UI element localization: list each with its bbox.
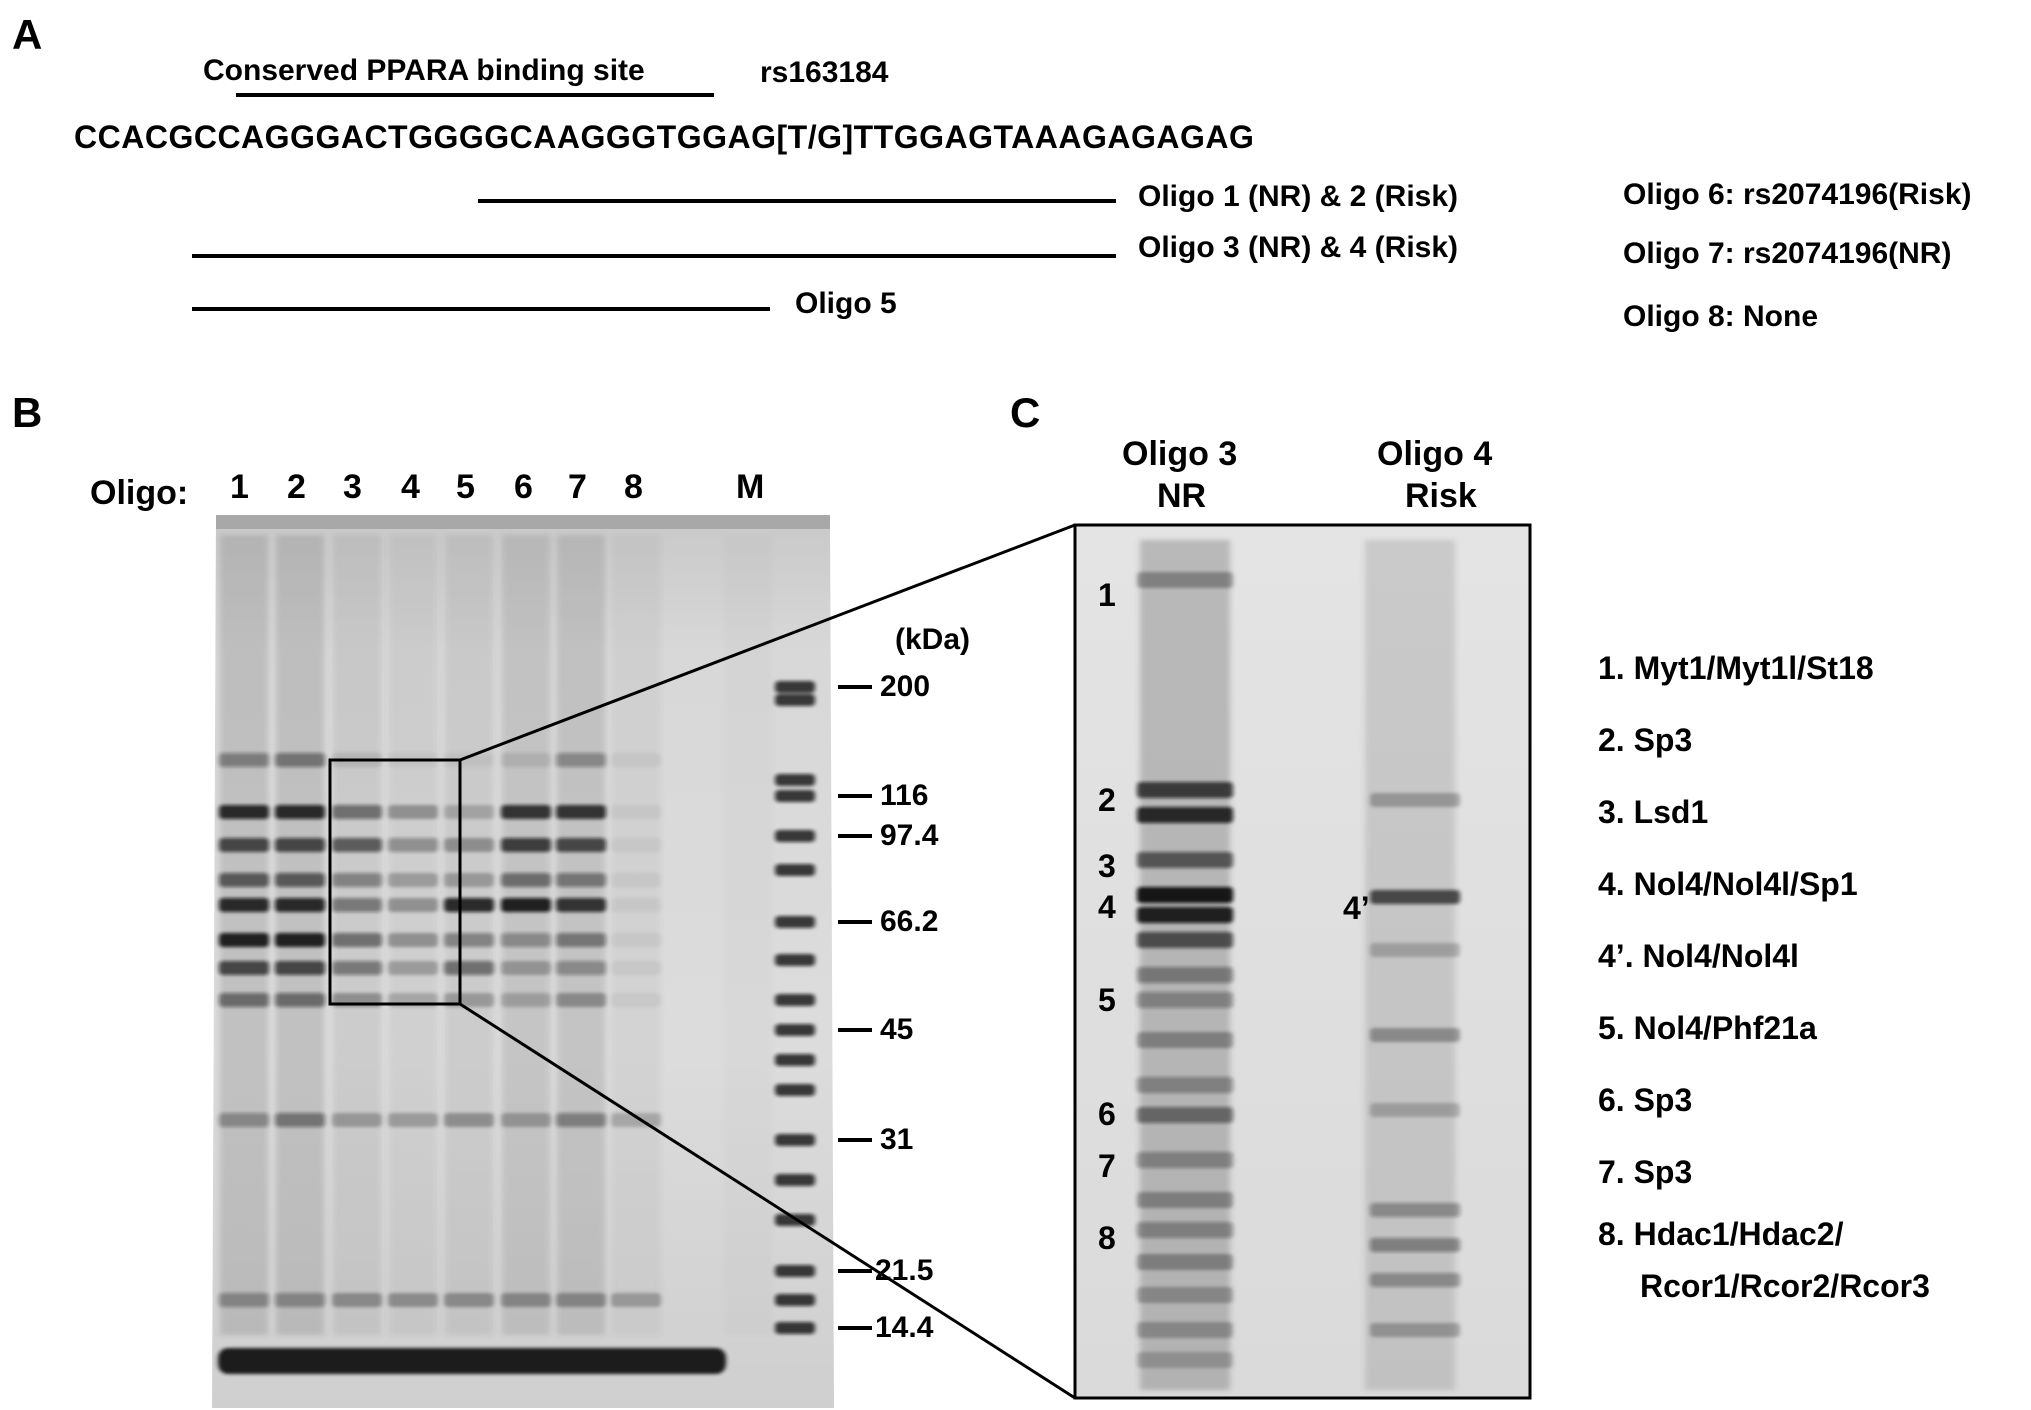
gel-b-band-r8-l4 — [388, 1113, 438, 1127]
mw-label-3: 97.4 — [880, 819, 939, 852]
gel-b-band-r8-l5 — [444, 1113, 494, 1127]
mw-label-4: 66.2 — [880, 905, 939, 938]
band-4prime-label: 4’ — [1343, 890, 1370, 926]
mw-label-6: 31 — [880, 1123, 914, 1156]
gel-b-band-r1-l3 — [332, 805, 382, 819]
gel-b-band-r2-l7 — [556, 838, 606, 852]
lane-label-5: 5 — [456, 468, 475, 506]
gel-b-marker-band-1 — [775, 681, 815, 693]
lane-label-1: 1 — [230, 468, 249, 506]
gel-b-band-r6-l7 — [556, 961, 606, 975]
gel-b-marker-band-18 — [775, 1322, 815, 1334]
gel-b-band-r9-l8 — [611, 1293, 661, 1307]
gel-c — [1075, 525, 1530, 1398]
gel-b-marker-band-13 — [775, 1134, 815, 1146]
legend-item-10: Rcor1/Rcor2/Rcor3 — [1640, 1268, 1930, 1304]
gel-b-band-r1-l5 — [444, 805, 494, 819]
gel-b-band-r9-l3 — [332, 1293, 382, 1307]
mw-label-7: 21.5 — [875, 1254, 934, 1287]
gel-b-band-r7-l1 — [219, 993, 269, 1007]
gel-b-marker-band-6 — [775, 864, 815, 876]
gel-b-band-r7-l8 — [611, 993, 661, 1007]
band-number-8: 8 — [1098, 1220, 1116, 1256]
oligo-1-2-label: Oligo 1 (NR) & 2 (Risk) — [1138, 180, 1459, 213]
gel-c-nr-band-9 — [1137, 992, 1233, 1008]
gel-c-risk-band-8 — [1370, 1273, 1460, 1287]
gel-b-band-r3-l7 — [556, 873, 606, 887]
panel-b-letter: B — [12, 389, 43, 436]
gel-b-band-r4-l3 — [332, 898, 382, 912]
gel-b-band-r4-l5 — [444, 898, 494, 912]
mw-unit-label: (kDa) — [895, 623, 971, 656]
gel-b-band-r9-l7 — [556, 1293, 606, 1307]
col1-header-line2: NR — [1157, 477, 1207, 515]
gel-b-band-r8-l3 — [332, 1113, 382, 1127]
legend-item-7: 6. Sp3 — [1598, 1082, 1693, 1118]
gel-b-marker-band-17 — [775, 1294, 815, 1306]
oligo-7-label: Oligo 7: rs2074196(NR) — [1623, 237, 1952, 270]
gel-c-nr-band-12 — [1137, 1107, 1233, 1123]
band-number-5: 5 — [1098, 982, 1116, 1018]
legend-item-4: 4. Nol4/Nol4l/Sp1 — [1598, 866, 1858, 902]
oligo-6-label: Oligo 6: rs2074196(Risk) — [1623, 178, 1972, 211]
col2-header-line2: Risk — [1405, 477, 1477, 515]
gel-c-risk-band-3 — [1370, 943, 1460, 957]
mw-label-2: 116 — [880, 779, 929, 812]
lane-label-8: 8 — [624, 468, 643, 506]
legend-item-6: 5. Nol4/Phf21a — [1598, 1010, 1817, 1046]
gel-c-nr-band-15 — [1137, 1222, 1233, 1238]
lane-label-9: M — [736, 468, 765, 506]
gel-b-band-r3-l8 — [611, 873, 661, 887]
lane-label-2: 2 — [287, 468, 306, 506]
band-number-1: 1 — [1098, 577, 1116, 613]
band-number-7: 7 — [1098, 1148, 1116, 1184]
oligo-lane-header: Oligo: — [90, 474, 189, 512]
gel-b-band-r1-l1 — [219, 805, 269, 819]
gel-c-risk-band-9 — [1370, 1323, 1460, 1337]
gel-b-band-r6-l1 — [219, 961, 269, 975]
gel-b-marker-band-2 — [775, 694, 815, 706]
gel-b-band-r9-l6 — [501, 1293, 551, 1307]
gel-b-band-r2-l2 — [275, 838, 325, 852]
gel-b-band-r0-l6 — [501, 753, 551, 767]
gel-b-band-r0-l7 — [556, 753, 606, 767]
gel-b-band-r1-l2 — [275, 805, 325, 819]
gel-b-band-r4-l2 — [275, 898, 325, 912]
gel-b-band-r7-l2 — [275, 993, 325, 1007]
gel-b-band-r0-l1 — [219, 753, 269, 767]
gel-c-nr-band-17 — [1137, 1287, 1233, 1303]
gel-c-risk-band-7 — [1370, 1238, 1460, 1252]
gel-b-band-r4-l4 — [388, 898, 438, 912]
col1-header-line1: Oligo 3 — [1122, 435, 1238, 473]
gel-b-band-r1-l7 — [556, 805, 606, 819]
gel-b-band-r4-l6 — [501, 898, 551, 912]
band-number-6: 6 — [1098, 1096, 1116, 1132]
gel-c-risk-band-2 — [1370, 890, 1460, 904]
gel-b-band-r9-l2 — [275, 1293, 325, 1307]
gel-b-marker-band-4 — [775, 790, 815, 802]
gel-b-band-r4-l8 — [611, 898, 661, 912]
gel-b-band-r8-l1 — [219, 1113, 269, 1127]
oligo-5-label: Oligo 5 — [795, 287, 897, 320]
gel-b-band-r6-l4 — [388, 961, 438, 975]
gel-b-marker-band-9 — [775, 994, 815, 1006]
gel-b-band-r5-l2 — [275, 933, 325, 947]
legend-item-5: 4’. Nol4/Nol4l — [1598, 938, 1799, 974]
gel-b-band-r7-l7 — [556, 993, 606, 1007]
dna-sequence: CCACGCCAGGGACTGGGGCAAGGGTGGAG[T/G]TTGGAGTAAAGAGAGAG — [74, 119, 1255, 155]
gel-b-band-r6-l5 — [444, 961, 494, 975]
gel-b-band-r6-l8 — [611, 961, 661, 975]
band-number-2: 2 — [1098, 782, 1116, 818]
legend-item-3: 3. Lsd1 — [1598, 794, 1709, 830]
gel-b-band-r5-l1 — [219, 933, 269, 947]
gel-b-band-r5-l8 — [611, 933, 661, 947]
gel-c-nr-band-10 — [1137, 1032, 1233, 1048]
gel-b-marker-band-14 — [775, 1174, 815, 1186]
oligo-8-label: Oligo 8: None — [1623, 300, 1818, 333]
gel-b-band-r3-l6 — [501, 873, 551, 887]
gel-c-nr-band-11 — [1137, 1077, 1233, 1093]
gel-b-band-r4-l7 — [556, 898, 606, 912]
gel-c-nr-band-18 — [1137, 1322, 1233, 1338]
gel-c-risk-band-4 — [1370, 1028, 1460, 1042]
gel-b-top-edge — [216, 515, 830, 529]
gel-c-risk-band-6 — [1370, 1203, 1460, 1217]
gel-b-band-r5-l4 — [388, 933, 438, 947]
gel-b-band-r3-l3 — [332, 873, 382, 887]
gel-b-band-r1-l6 — [501, 805, 551, 819]
gel-c-nr-band-16 — [1137, 1254, 1233, 1270]
gel-b-band-r5-l3 — [332, 933, 382, 947]
lane-label-3: 3 — [343, 468, 362, 506]
gel-b-band-r8-l2 — [275, 1113, 325, 1127]
gel-b-marker-band-10 — [775, 1024, 815, 1036]
gel-b-band-r2-l4 — [388, 838, 438, 852]
panel-a-letter: A — [12, 11, 43, 58]
gel-b-band-r3-l4 — [388, 873, 438, 887]
gel-c-risk-band-1 — [1370, 793, 1460, 807]
gel-c-nr-band-1 — [1137, 572, 1233, 588]
panel-c-letter: C — [1010, 389, 1041, 436]
gel-b-band-r7-l6 — [501, 993, 551, 1007]
gel-b-band-r6-l3 — [332, 961, 382, 975]
gel-c-risk-band-5 — [1370, 1103, 1460, 1117]
band-number-4: 4 — [1098, 889, 1116, 925]
gel-b-band-r1-l8 — [611, 805, 661, 819]
lane-label-7: 7 — [568, 468, 587, 506]
gel-c-nr-band-3 — [1137, 807, 1233, 823]
gel-b-band-r2-l1 — [219, 838, 269, 852]
band-number-3: 3 — [1098, 848, 1116, 884]
legend-item-2: 2. Sp3 — [1598, 722, 1693, 758]
gel-b-band-r5-l5 — [444, 933, 494, 947]
gel-b-band-r6-l6 — [501, 961, 551, 975]
gel-c-nr-band-6 — [1137, 907, 1233, 923]
binding-site-label: Conserved PPARA binding site — [203, 54, 645, 87]
gel-c-nr-band-13 — [1137, 1152, 1233, 1168]
gel-c-nr-band-7 — [1137, 932, 1233, 948]
mw-label-5: 45 — [880, 1013, 914, 1046]
gel-b-band-r2-l3 — [332, 838, 382, 852]
gel-b-band-r4-l1 — [219, 898, 269, 912]
gel-c-nr-band-5 — [1137, 887, 1233, 903]
gel-b-band-r2-l5 — [444, 838, 494, 852]
gel-b-band-r2-l8 — [611, 838, 661, 852]
gel-b-band-r5-l7 — [556, 933, 606, 947]
gel-b-band-r0-l2 — [275, 753, 325, 767]
gel-b-band-r9-l1 — [219, 1293, 269, 1307]
gel-b-band-r6-l2 — [275, 961, 325, 975]
gel-b-marker-band-3 — [775, 774, 815, 786]
legend-item-9: 8. Hdac1/Hdac2/ — [1598, 1216, 1844, 1252]
gel-b-band-r3-l2 — [275, 873, 325, 887]
oligo-3-4-label: Oligo 3 (NR) & 4 (Risk) — [1138, 231, 1459, 264]
gel-b-marker-band-12 — [775, 1084, 815, 1096]
mw-tick-marks — [838, 687, 872, 1328]
gel-b-band-r0-l8 — [611, 753, 661, 767]
gel-c-lane-2 — [1365, 540, 1455, 1390]
snp-label: rs163184 — [760, 56, 889, 89]
gel-b-band-r2-l6 — [501, 838, 551, 852]
lane-label-6: 6 — [514, 468, 533, 506]
gel-b-band-r3-l1 — [219, 873, 269, 887]
gel-b-band-r1-l4 — [388, 805, 438, 819]
mw-label-1: 200 — [880, 670, 931, 703]
gel-b-marker-band-7 — [775, 916, 815, 928]
gel-b-marker-band-11 — [775, 1054, 815, 1066]
gel-b-band-r8-l6 — [501, 1113, 551, 1127]
gel-b-marker-band-5 — [775, 830, 815, 842]
legend-item-1: 1. Myt1/Myt1l/St18 — [1598, 650, 1874, 686]
mw-label-8: 14.4 — [875, 1311, 934, 1344]
gel-b-dye-front — [218, 1348, 726, 1374]
col2-header-line1: Oligo 4 — [1377, 435, 1493, 473]
gel-c-nr-band-14 — [1137, 1192, 1233, 1208]
gel-c-nr-band-8 — [1137, 967, 1233, 983]
gel-b-band-r9-l4 — [388, 1293, 438, 1307]
gel-b-marker-band-8 — [775, 954, 815, 966]
gel-c-nr-band-2 — [1137, 782, 1233, 798]
gel-b-band-r3-l5 — [444, 873, 494, 887]
gel-b-band-r8-l7 — [556, 1113, 606, 1127]
gel-c-nr-band-19 — [1137, 1352, 1233, 1368]
lane-label-4: 4 — [401, 468, 420, 506]
gel-c-nr-band-4 — [1137, 852, 1233, 868]
gel-b-marker-band-16 — [775, 1265, 815, 1277]
gel-b-band-r9-l5 — [444, 1293, 494, 1307]
legend-item-8: 7. Sp3 — [1598, 1154, 1693, 1190]
gel-b — [212, 515, 834, 1408]
gel-b-band-r5-l6 — [501, 933, 551, 947]
